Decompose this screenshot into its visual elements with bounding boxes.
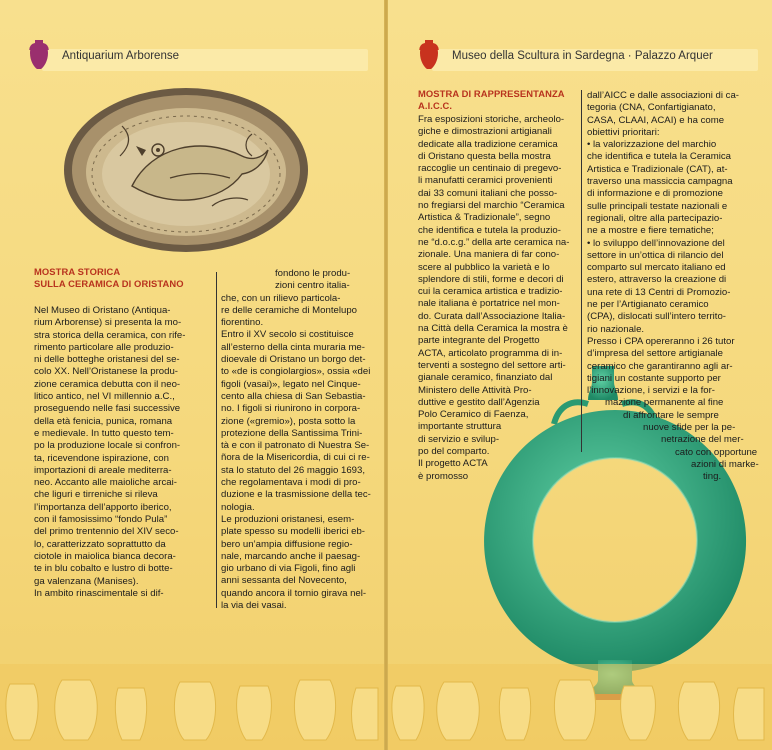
text-line: sta lo statuto del 26 maggio 1693, — [221, 464, 366, 476]
heading-line: MOSTRA DI RAPPRESENTANZA — [418, 88, 565, 99]
text-line: tà e con il patronato di Nuestra Se- — [221, 440, 370, 452]
right-header — [418, 38, 758, 70]
text-line: ne “d.o.c.g.” della arte ceramica na- — [418, 236, 570, 248]
text-line: l’innovazione, i servizi e la for- — [587, 385, 715, 397]
text-line: duttive e gestito dall’Agenzia — [418, 396, 540, 408]
text-line: duzione e la trasmissione della tec- — [221, 489, 371, 501]
text-line: ga valenzana (Manises). — [34, 575, 139, 587]
text-line: Il progetto ACTA — [418, 458, 488, 470]
text-line: raccoglie un centinaio di pregevo- — [418, 163, 562, 175]
heading-line: SULLA CERAMICA DI ORISTANO — [34, 278, 184, 289]
text-line: l’importanza dell’apporto iberico, — [34, 501, 172, 513]
text-line: ne a mostre e fiere tematiche; — [587, 225, 714, 237]
text-line: nuove sfide per la pe- — [643, 422, 736, 434]
ceramic-dish-image — [62, 86, 310, 254]
text-line: po la produzione locale si confron- — [34, 440, 181, 452]
right-page — [388, 0, 772, 750]
heading-line: MOSTRA STORICA — [34, 266, 121, 277]
left-header — [28, 38, 368, 70]
text-line: di affrontare le sempre — [623, 409, 719, 421]
text-line: ni delle botteghe oristanesi del se- — [34, 354, 180, 366]
text-line: d’impresa del settore artigianale — [587, 348, 723, 360]
text-line: Entro il XV secolo si costituisce — [221, 329, 354, 341]
text-line: comparto sul mercato italiano ed — [587, 262, 726, 274]
text-line: ta, ricevendone ispirazione, con — [34, 452, 169, 464]
text-line: che identifica e tutela la produzio- — [418, 224, 561, 236]
text-line: rio nazionale. — [587, 323, 645, 335]
text-line: rium Arborense) si presenta la mo- — [34, 317, 182, 329]
text-line: rimento particolare alle produzio- — [34, 341, 174, 353]
text-line: di informazione e di promozione — [587, 188, 723, 200]
text-line: terventi a sostegno del settore arti- — [418, 359, 566, 371]
text-line: nale italiana è portatrice nel mon- — [418, 298, 560, 310]
text-line: ting. — [703, 471, 722, 483]
text-line: Polo Ceramico di Faenza, — [418, 409, 529, 421]
text-line: ceramico che garantiranno agli ar- — [587, 360, 733, 372]
text-line: colo XX. Nell’Oristanese la produ- — [34, 366, 178, 378]
text-line: azioni di marke- — [691, 458, 759, 470]
text-line: splendore di stili, forme e decori di — [418, 273, 564, 285]
text-line: importante struttura — [418, 421, 502, 433]
text-line: traverso una massiccia campagna — [587, 176, 733, 188]
text-line: neo. Accanto alle maioliche arcai- — [34, 477, 177, 489]
page-title: Antiquarium Arborense — [62, 50, 179, 62]
text-line: fiorentino. — [221, 317, 264, 329]
text-line: cui la ceramica artistica e tradizio- — [418, 286, 563, 298]
text-line: Nel Museo di Oristano (Antiqua- — [34, 305, 171, 316]
text-line: netrazione del mer- — [661, 434, 744, 446]
text-line: sulle principali testate nazionali e — [587, 200, 728, 212]
text-line: Fra esposizioni storiche, archeolo- — [418, 114, 565, 125]
text-line: Ministero delle Attività Pro- — [418, 384, 532, 396]
text-line: litico antico, nel VI millennio a.C., — [34, 391, 175, 403]
text-line: zionale. Una maniera di far cono- — [418, 249, 560, 261]
text-line: • lo sviluppo dell’innovazione del — [587, 237, 725, 249]
text-line: (CPA), dislocati sull’intero territo- — [587, 311, 726, 323]
text-line: che, con un rilievo particola- — [221, 292, 341, 304]
text-line: con il famosissimo “fondo Pula” — [34, 514, 168, 526]
text-line: di Oristano questa bella mostra — [418, 150, 551, 162]
text-line: cento alla chiesa di San Sebastia- — [221, 390, 366, 402]
text-line: nale, marcando anche il paesag- — [221, 550, 361, 562]
text-line: che identifica e tutela la Ceramica — [587, 151, 731, 163]
text-line: do. Curata dall’Associazione Italia- — [418, 310, 566, 322]
text-line: tigiani un costante supporto per — [587, 372, 721, 384]
section-heading — [34, 266, 184, 290]
section-heading — [418, 88, 565, 112]
text-line: te in blu cobalto e lustro di botte- — [34, 563, 173, 575]
text-line: li manufatti ceramici provenienti — [418, 175, 553, 187]
text-line: Artistica & Tradizionale”, segno — [418, 212, 551, 224]
text-line: nologia. — [221, 501, 255, 513]
text-line: parte integrante del Progetto — [418, 335, 540, 347]
text-line: gio urbano di via Figoli, fino agli — [221, 563, 356, 575]
text-line: ciotole in maiolica bianca decora- — [34, 550, 176, 562]
text-line: gianale ceramico, finanziato dal — [418, 372, 553, 384]
text-line: lo, caratterizzato soprattutto da — [34, 538, 166, 550]
page-title: Museo della Scultura in Sardegna · Palazzo Arquer — [452, 50, 713, 62]
text-line: ne per l’Artigianato ceramico — [587, 299, 709, 311]
text-line: che regolamentava i modi di pro- — [221, 477, 361, 489]
text-line: re delle ceramiche di Montelupo — [221, 304, 357, 316]
text-line: stra storica della ceramica, con rife- — [34, 329, 186, 341]
text-line: giche e dimostrazioni artigianali — [418, 126, 552, 138]
text-line: dai 33 comuni italiani che posso- — [418, 187, 558, 199]
text-line: estero, attraverso la creazione di — [587, 274, 727, 286]
text-line: regionali, oltre alla partecipazio- — [587, 212, 723, 224]
text-column-2 — [221, 268, 373, 612]
column-divider — [581, 90, 582, 452]
left-page — [0, 0, 384, 750]
text-line: cato con opportune — [675, 446, 758, 458]
text-line: mazione permanente al fine — [605, 397, 724, 409]
text-line: la via dei vasai. — [221, 600, 287, 612]
text-line: quando ancora il tornio girava nel- — [221, 587, 367, 599]
text-line: Presso i CPA opereranno i 26 tutor — [587, 335, 735, 347]
text-line: ACTA, articolato programma di in- — [418, 347, 563, 359]
text-line: che liguri e tirreniche si rileva — [34, 489, 158, 501]
text-line: to «de is congiolargios», ossia «dei — [221, 366, 371, 378]
text-line: plate spesso su modelli iberici eb- — [221, 526, 365, 538]
text-line: no fregiarsi del marchio “Ceramica — [418, 200, 565, 212]
text-line: dedicate alla tradizione ceramica — [418, 138, 558, 150]
text-line: una rete di 13 Centri di Promozio- — [587, 286, 731, 298]
text-line: del primo trentennio del XIV seco- — [34, 526, 179, 538]
text-line: della età fenicia, punica, romana — [34, 415, 173, 427]
text-line: na Città della Ceramica la mostra è — [418, 323, 568, 335]
amphora-icon — [418, 38, 440, 72]
decorative-vase-strip — [388, 664, 772, 750]
text-line: po del comparto. — [418, 446, 490, 458]
text-line: bero un’ampia diffusione regio- — [221, 538, 353, 550]
text-line: fondono le produ- — [275, 268, 351, 279]
text-line: zioni centro italia- — [275, 280, 350, 292]
text-line: CASA, CLAAI, ACAI) e ha come — [587, 114, 725, 126]
text-line: zione («gremio»), posta sotto la — [221, 415, 356, 427]
text-line: e medievale. In tutto questo tem- — [34, 427, 174, 439]
text-line: anni sessanta del Novecento, — [221, 575, 347, 587]
text-line: zione ceramica debutta con il neo- — [34, 378, 181, 390]
text-line: dioevale di Oristano un borgo det- — [221, 354, 366, 366]
text-line: è promosso — [418, 470, 469, 482]
text-line: di servizio e svilup- — [418, 433, 500, 445]
text-line: no. I figoli si riunirono in corpora- — [221, 403, 361, 415]
text-line: protezione della Santissima Trini- — [221, 427, 363, 439]
text-line: scere al pubblico la varietà e lo — [418, 261, 550, 273]
text-line: In ambito rinascimentale si dif- — [34, 587, 164, 599]
text-line: all’esterno della cinta muraria me- — [221, 341, 365, 353]
text-line: settore in un’ottica di rilancio del — [587, 249, 724, 261]
text-line: proseguendo nelle fasi successive — [34, 403, 181, 415]
text-line: ñora de la Misericordia, di cui ci re- — [221, 452, 370, 464]
heading-line: A.I.C.C. — [418, 100, 453, 111]
text-column-1 — [34, 305, 210, 600]
text-line: • la valorizzazione del marchio — [587, 139, 717, 151]
amphora-icon — [28, 38, 50, 72]
text-line: importazioni di areale mediterra- — [34, 464, 172, 476]
text-line: tegoria (CNA, Confartigianato, — [587, 102, 716, 114]
decorative-vase-strip — [0, 664, 384, 750]
text-column-2 — [587, 90, 763, 484]
text-column-1 — [418, 114, 594, 483]
text-line: figoli (vasai)», legato nel Cinque- — [221, 378, 361, 390]
column-divider — [216, 272, 217, 608]
text-line: Artistica e Tradizionale (CAT), at- — [587, 163, 728, 175]
text-line: dall’AICC e dalle associazioni di ca- — [587, 90, 739, 101]
text-line: Le produzioni oristanesi, esem- — [221, 513, 355, 525]
text-line: obiettivi prioritari: — [587, 126, 660, 138]
